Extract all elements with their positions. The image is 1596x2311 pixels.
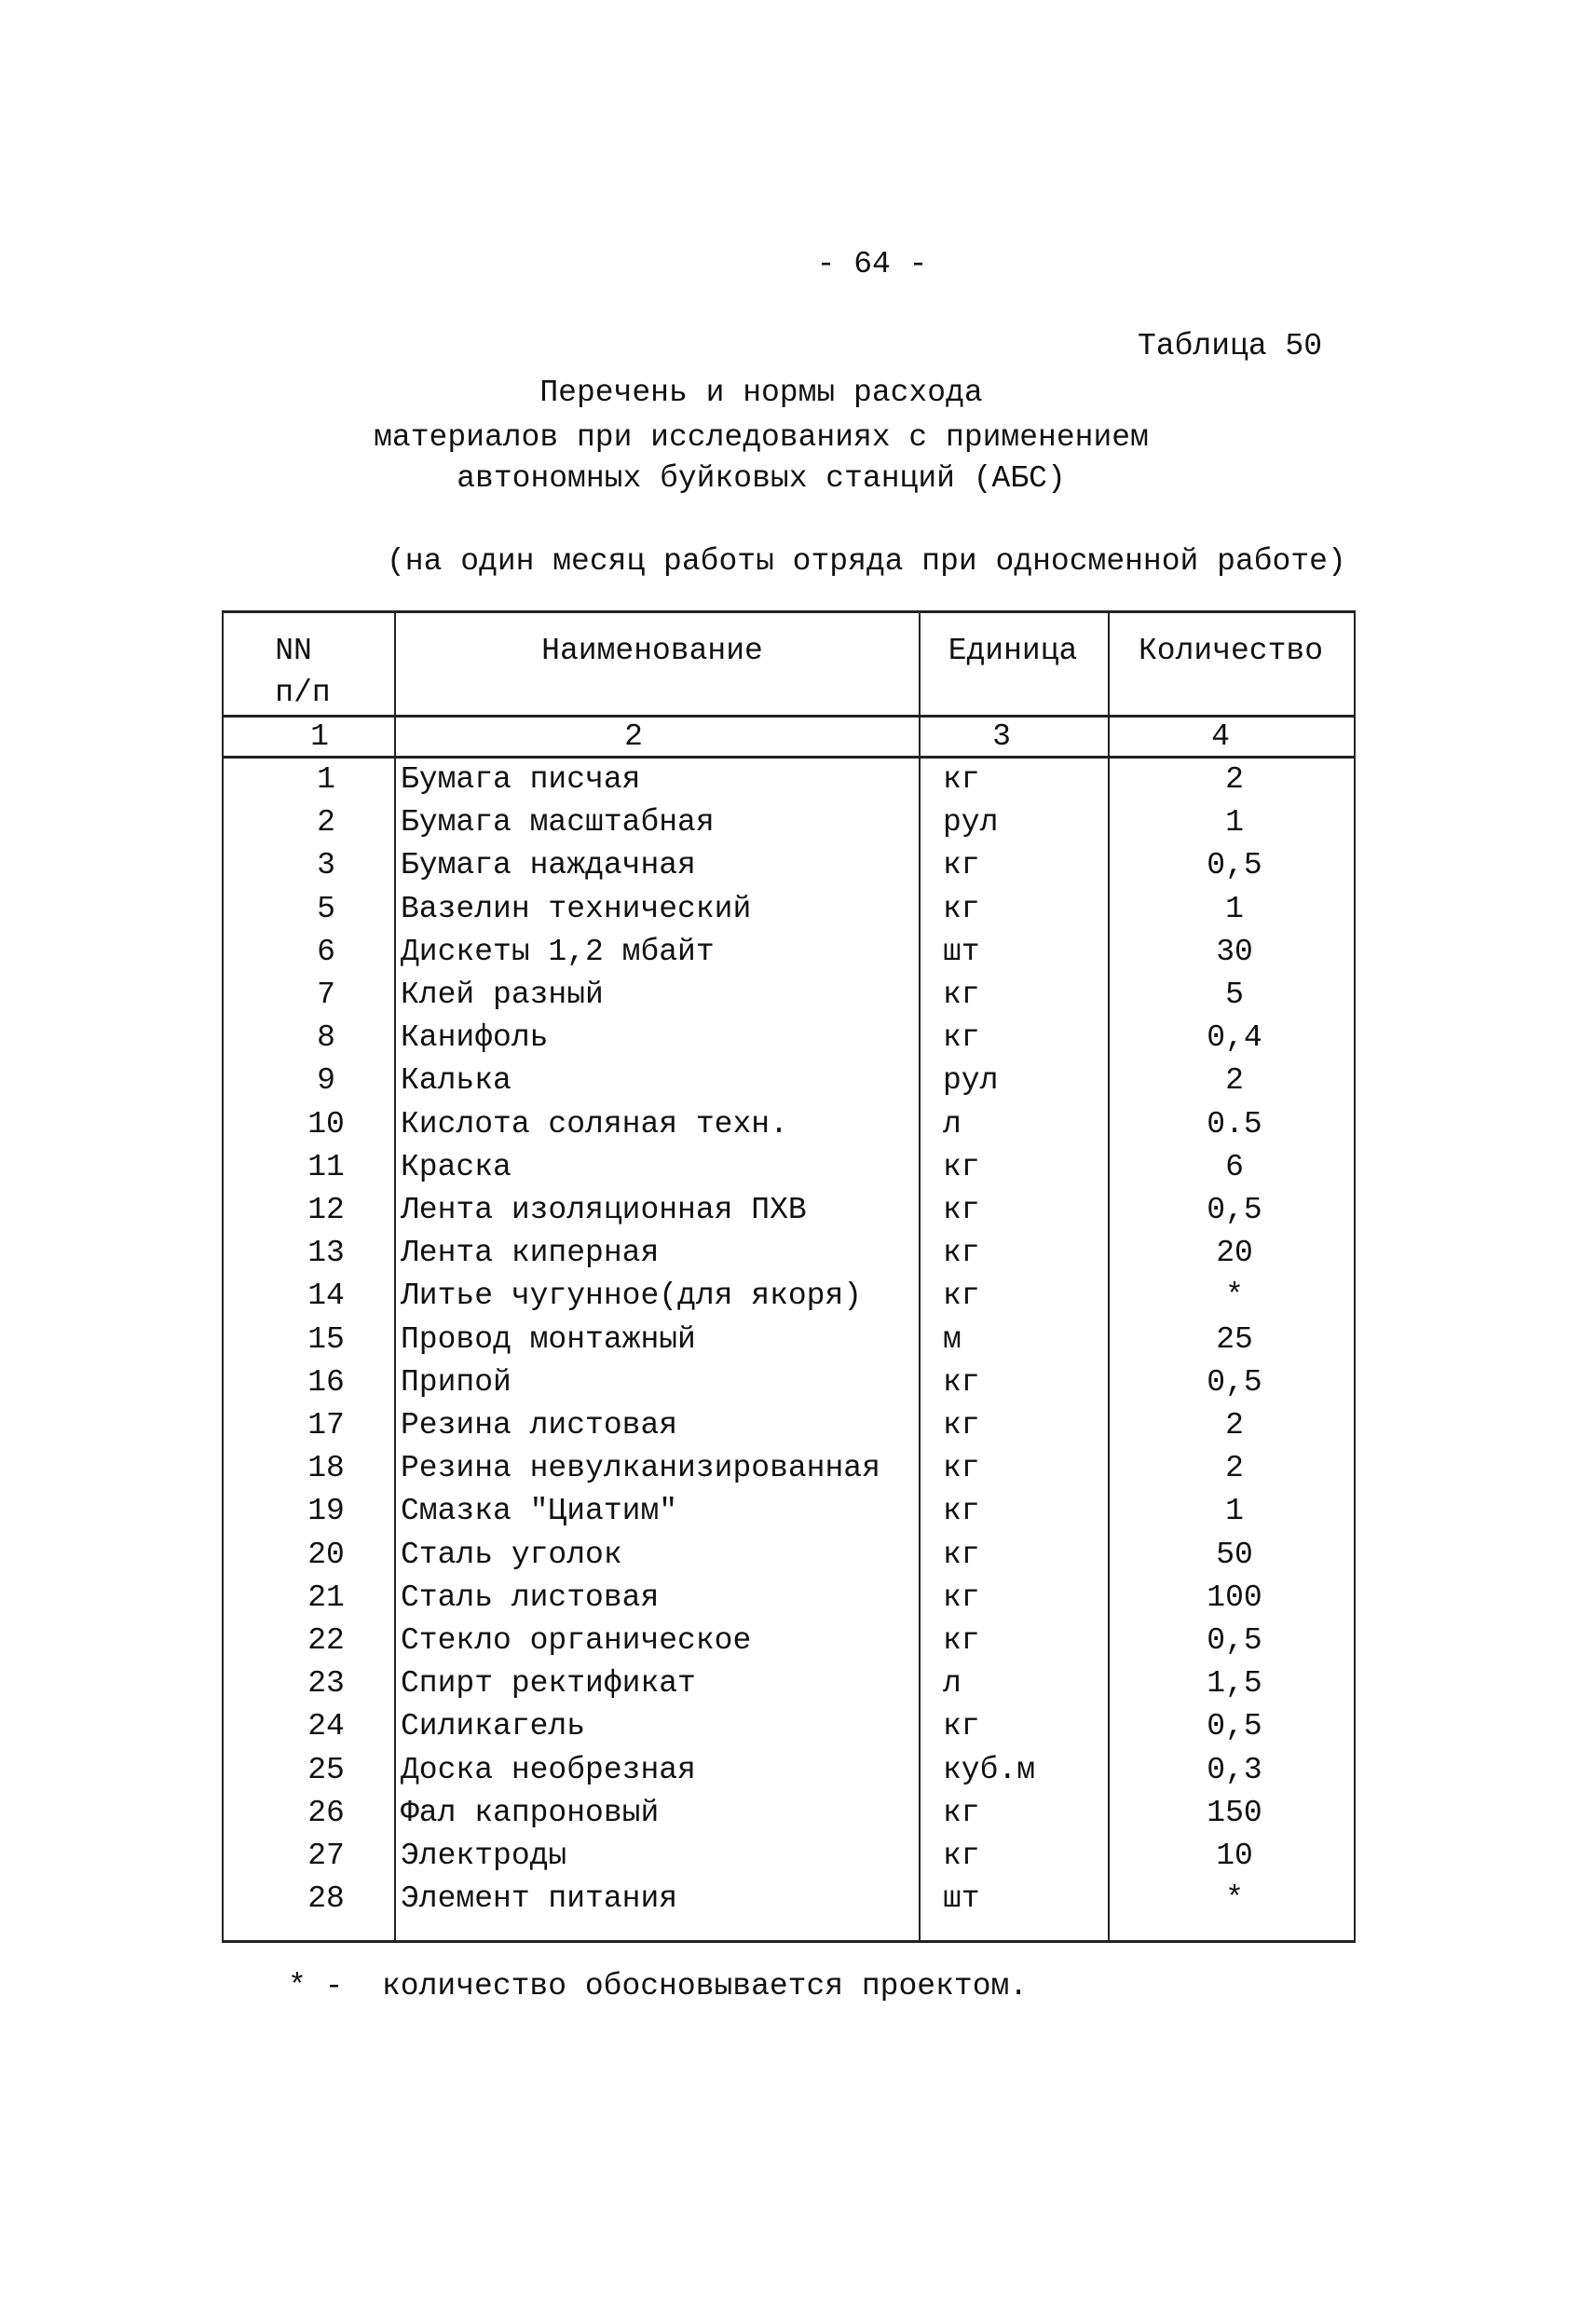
table-row [0, 762, 1596, 805]
row-name: Фал капроновый [401, 1795, 660, 1830]
header-qty: Количество [1138, 634, 1324, 668]
row-number: 6 [317, 934, 335, 969]
title-line-3: автономных буйковых станций (АБС) [457, 461, 1066, 496]
row-unit: кг [943, 1193, 980, 1227]
row-number: 28 [307, 1881, 345, 1917]
row-name: Стекло органическое [401, 1623, 752, 1658]
row-quantity: 1 [1225, 891, 1244, 926]
row-quantity: 2 [1225, 1408, 1244, 1443]
header-rule [222, 715, 1356, 718]
table-top-rule [222, 610, 1356, 613]
row-number: 22 [307, 1623, 345, 1658]
row-number: 11 [307, 1149, 345, 1184]
row-unit: кг [943, 1709, 980, 1744]
row-quantity: 2 [1225, 762, 1244, 797]
row-quantity: 25 [1216, 1321, 1253, 1357]
table-row [0, 1279, 1596, 1321]
row-quantity: 1 [1225, 805, 1244, 841]
table-row [0, 1796, 1596, 1839]
table-row [0, 892, 1596, 935]
row-number: 16 [307, 1364, 345, 1400]
row-number: 19 [307, 1494, 345, 1529]
row-unit: кг [943, 1020, 980, 1056]
table-row [0, 1408, 1596, 1451]
row-unit: кг [943, 1451, 980, 1486]
row-unit: кг [943, 1795, 980, 1830]
row-quantity: 5 [1225, 978, 1244, 1012]
row-unit: кг [943, 1364, 980, 1400]
row-quantity: 1 [1225, 1494, 1244, 1529]
column-number-4: 4 [1211, 719, 1230, 754]
header-unit: Единица [948, 634, 1078, 668]
table-row [0, 1150, 1596, 1193]
table-row [0, 1107, 1596, 1150]
row-quantity: 2 [1225, 1451, 1244, 1486]
page-number: - 64 - [816, 247, 928, 281]
row-number: 23 [307, 1666, 345, 1702]
row-number: 10 [307, 1106, 345, 1142]
column-number-3: 3 [992, 719, 1011, 754]
row-unit: кг [943, 1579, 980, 1615]
row-number: 2 [317, 805, 335, 841]
row-quantity: 0,5 [1207, 1709, 1262, 1744]
table-bottom-rule [222, 1940, 1356, 1943]
row-name: Электроды [401, 1839, 567, 1873]
row-name: Сталь листовая [401, 1579, 660, 1615]
row-unit: м [943, 1321, 962, 1357]
row-unit: кг [943, 891, 980, 926]
row-name: Резина листовая [401, 1408, 678, 1443]
row-name: Клей разный [401, 978, 604, 1012]
table-label: Таблица 50 [1138, 329, 1323, 363]
row-unit: рул [943, 805, 999, 841]
table-row [0, 1538, 1596, 1580]
row-name: Бумага наждачная [401, 848, 696, 883]
header-num-line2: п/п [275, 676, 331, 710]
row-unit: л [943, 1106, 962, 1142]
row-name: Кислота соляная техн. [401, 1106, 788, 1142]
row-quantity: 0,5 [1207, 1364, 1262, 1400]
row-number: 15 [307, 1321, 345, 1357]
table-row [0, 1839, 1596, 1881]
table-row [0, 978, 1596, 1020]
table-row [0, 1753, 1596, 1796]
table-row [0, 1365, 1596, 1408]
row-unit: кг [943, 978, 980, 1012]
table-row [0, 1709, 1596, 1752]
row-name: Спирт ректификат [401, 1666, 696, 1702]
title-line-1: Перечень и нормы расхода [539, 376, 983, 410]
row-quantity: 30 [1216, 934, 1253, 969]
table-row [0, 1236, 1596, 1279]
row-name: Вазелин технический [401, 891, 752, 926]
row-unit: кг [943, 762, 980, 797]
table-row [0, 1451, 1596, 1494]
row-number: 9 [317, 1063, 335, 1099]
row-number: 27 [307, 1839, 345, 1873]
table-row [0, 805, 1596, 848]
row-name: Смазка "Циатим" [401, 1494, 678, 1529]
row-name: Доска необрезная [401, 1752, 696, 1787]
row-quantity: 20 [1216, 1236, 1253, 1271]
row-number: 7 [317, 978, 335, 1012]
row-number: 1 [317, 762, 335, 797]
table-row [0, 935, 1596, 978]
row-unit: кг [943, 1279, 980, 1314]
row-unit: кг [943, 1149, 980, 1184]
row-unit: кг [943, 848, 980, 883]
row-quantity: 100 [1207, 1579, 1262, 1615]
row-quantity: 50 [1216, 1537, 1253, 1572]
row-name: Канифоль [401, 1020, 549, 1056]
row-quantity: 6 [1225, 1149, 1244, 1184]
row-unit: кг [943, 1537, 980, 1572]
table-row [0, 1193, 1596, 1236]
row-number: 25 [307, 1752, 345, 1787]
table-row [0, 1020, 1596, 1063]
row-name: Калька [401, 1063, 512, 1099]
row-name: Провод монтажный [401, 1321, 696, 1357]
row-quantity: 0.5 [1207, 1106, 1262, 1142]
table-row [0, 1322, 1596, 1365]
row-name: Лента киперная [401, 1236, 660, 1271]
row-name: Резина невулканизированная [401, 1451, 880, 1486]
row-quantity: 2 [1225, 1063, 1244, 1099]
row-number: 20 [307, 1537, 345, 1572]
row-number: 24 [307, 1709, 345, 1744]
row-unit: шт [943, 1881, 980, 1917]
row-quantity: * [1225, 1279, 1244, 1314]
column-number-1: 1 [310, 719, 329, 754]
row-name: Лента изоляционная ПХВ [401, 1193, 807, 1227]
row-quantity: 0,5 [1207, 848, 1262, 883]
row-name: Элемент питания [401, 1881, 678, 1917]
row-unit: кг [943, 1236, 980, 1271]
header-num-line1: NN [275, 634, 312, 668]
table-row [0, 1494, 1596, 1537]
row-number: 3 [317, 848, 335, 883]
row-quantity: 0,5 [1207, 1193, 1262, 1227]
footnote-mark: * - [288, 1969, 344, 2003]
table-row [0, 1881, 1596, 1924]
footnote-text: количество обосновывается проектом. [382, 1969, 1029, 2003]
row-unit: кг [943, 1408, 980, 1443]
row-name: Припой [401, 1364, 512, 1400]
row-number: 13 [307, 1236, 345, 1271]
row-unit: кг [943, 1623, 980, 1658]
title-line-2: материалов при исследованиях с применением [374, 420, 1149, 455]
row-name: Силикагель [401, 1709, 586, 1744]
row-number: 17 [307, 1408, 345, 1443]
row-number: 18 [307, 1451, 345, 1486]
header-name: Наименование [541, 634, 763, 668]
row-number: 12 [307, 1193, 345, 1227]
row-quantity: 0,4 [1207, 1020, 1262, 1056]
row-unit: кг [943, 1494, 980, 1529]
row-unit: рул [943, 1063, 999, 1099]
table-row [0, 1063, 1596, 1106]
row-unit: куб.м [943, 1752, 1036, 1787]
row-quantity: 0,3 [1207, 1752, 1262, 1787]
row-number: 5 [317, 891, 335, 926]
row-quantity: 150 [1207, 1795, 1262, 1830]
row-number: 8 [317, 1020, 335, 1056]
column-number-rule [222, 756, 1356, 759]
column-number-2: 2 [624, 719, 643, 754]
row-quantity: 10 [1216, 1839, 1253, 1873]
row-name: Бумага масштабная [401, 805, 715, 841]
row-unit: л [943, 1666, 962, 1702]
table-row [0, 848, 1596, 891]
row-number: 21 [307, 1579, 345, 1615]
table-row [0, 1580, 1596, 1623]
table-row [0, 1666, 1596, 1709]
table-row [0, 1623, 1596, 1666]
row-name: Краска [401, 1149, 512, 1184]
row-name: Сталь уголок [401, 1537, 622, 1572]
row-quantity: 1,5 [1207, 1666, 1262, 1702]
row-name: Бумага писчая [401, 762, 641, 797]
row-quantity: 0,5 [1207, 1623, 1262, 1658]
row-unit: кг [943, 1839, 980, 1873]
subtitle: (на один месяц работы отряда при односменной работе) [387, 544, 1346, 579]
row-number: 26 [307, 1795, 345, 1830]
row-name: Литье чугунное(для якоря) [401, 1279, 863, 1314]
row-name: Дискеты 1,2 мбайт [401, 934, 715, 969]
row-quantity: * [1225, 1881, 1244, 1917]
row-number: 14 [307, 1279, 345, 1314]
row-unit: шт [943, 934, 980, 969]
